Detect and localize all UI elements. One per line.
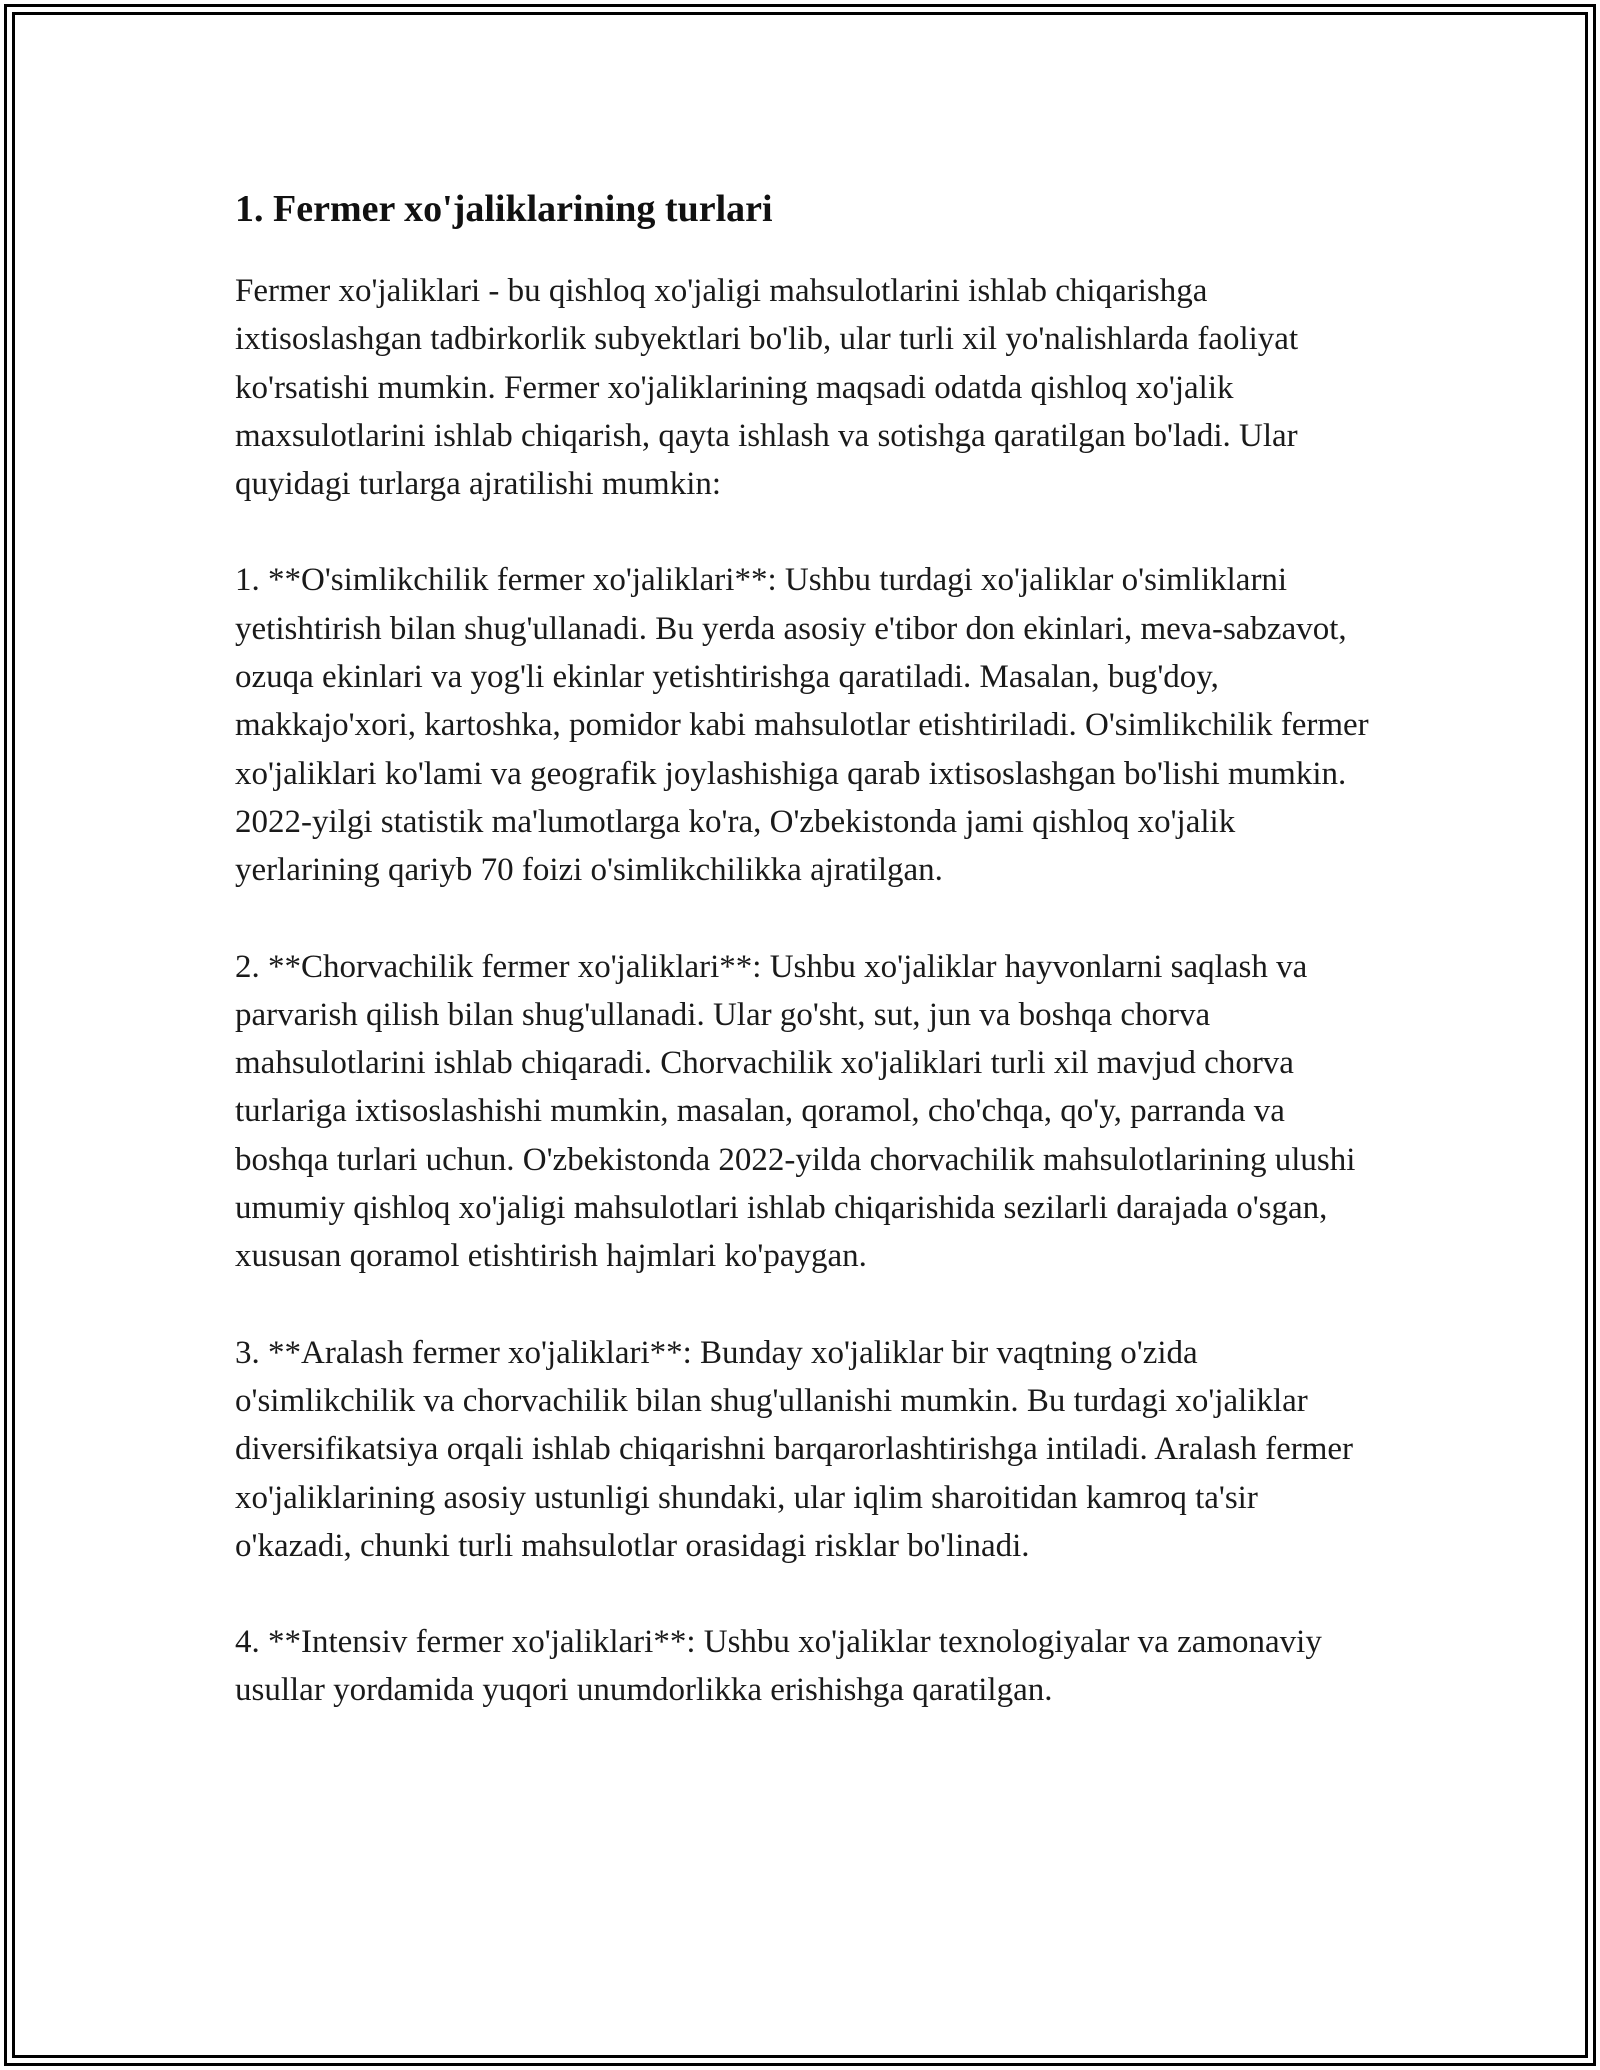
paragraph-crop-farms: 1. **O'simlikchilik fermer xo'jaliklari**: Ushbu turdagi xo'jaliklar o'simliklarni yetishtirish bilan shug'ullanadi. Bu yerda asosiy e'tibor don ekinlari, meva-sabzavot, ozuqa ekinlari va yog'li ekinlar yetishtirishga qaratiladi. Masalan, bug'doy, makkajo'xori, kartoshka, pomidor kabi mahsulotlar etishtiriladi. O'simlikchilik fermer xo'jaliklari ko'lami va geografik joylashishiga qarab ixtisoslashgan bo'lishi mumkin. 2022-yilgi statistik ma'lumotlarga ko'ra, O'zbekistonda jami qishloq xo'jalik yerlarining qariyb 70 foizi o'simlikchilikka ajratilgan. [235, 562, 1369, 889]
paragraph-intensive-farms: 4. **Intensiv fermer xo'jaliklari**: Ushbu xo'jaliklar texnologiyalar va zamonaviy usullar yordamida yuqori unumdorlikka erishishga qaratilgan. [235, 1624, 1322, 1709]
document-body [235, 185, 1375, 1715]
paragraph-mixed-farms: 3. **Aralash fermer xo'jaliklari**: Bunday xo'jaliklar bir vaqtning o'zida o'simlikchilik va chorvachilik bilan shug'ullanishi mumkin. Bu turdagi xo'jaliklar diversifikatsiya orqali ishlab chiqarishni barqarorlashtirishga intiladi. Aralash fermer xo'jaliklarining asosiy ustunligi shundaki, ular iqlim sharoitidan kamroq ta'sir o'kazadi, chunki turli mahsulotlar orasidagi risklar bo'linadi. [235, 1334, 1354, 1564]
paragraph-livestock-farms: 2. **Chorvachilik fermer xo'jaliklari**: Ushbu xo'jaliklar hayvonlarni saqlash va parvarish qilish bilan shug'ullanadi. Ular go'sht, sut, jun va boshqa chorva mahsulotlarini ishlab chiqaradi. Chorvachilik xo'jaliklari turli xil mavjud chorva turlariga ixtisoslashishi mumkin, masalan, qoramol, cho'chqa, qo'y, parranda va boshqa turlari uchun. O'zbekistonda 2022-yilda chorvachilik mahsulotlarining ulushi umumiy qishloq xo'jaligi mahsulotlari ishlab chiqarishida sezilarli darajada o'sgan, xususan qoramol etishtirish hajmlari ko'paygan. [235, 948, 1356, 1275]
section-title: 1. Fermer xo'jaliklarining turlari [235, 188, 773, 230]
intro-paragraph: Fermer xo'jaliklari - bu qishloq xo'jaligi mahsulotlarini ishlab chiqarishga ixtisoslashgan tadbirkorlik subyektlari bo'lib, ular turli xil yo'nalishlarda faoliyat ko'rsatishi mumkin. Fermer xo'jaliklarining maqsadi odatda qishloq xo'jalik maxsulotlarini ishlab chiqarish, qayta ishlash va sotishga qaratilgan bo'ladi. Ular quyidagi turlarga ajratilishi mumkin: [235, 273, 1299, 503]
